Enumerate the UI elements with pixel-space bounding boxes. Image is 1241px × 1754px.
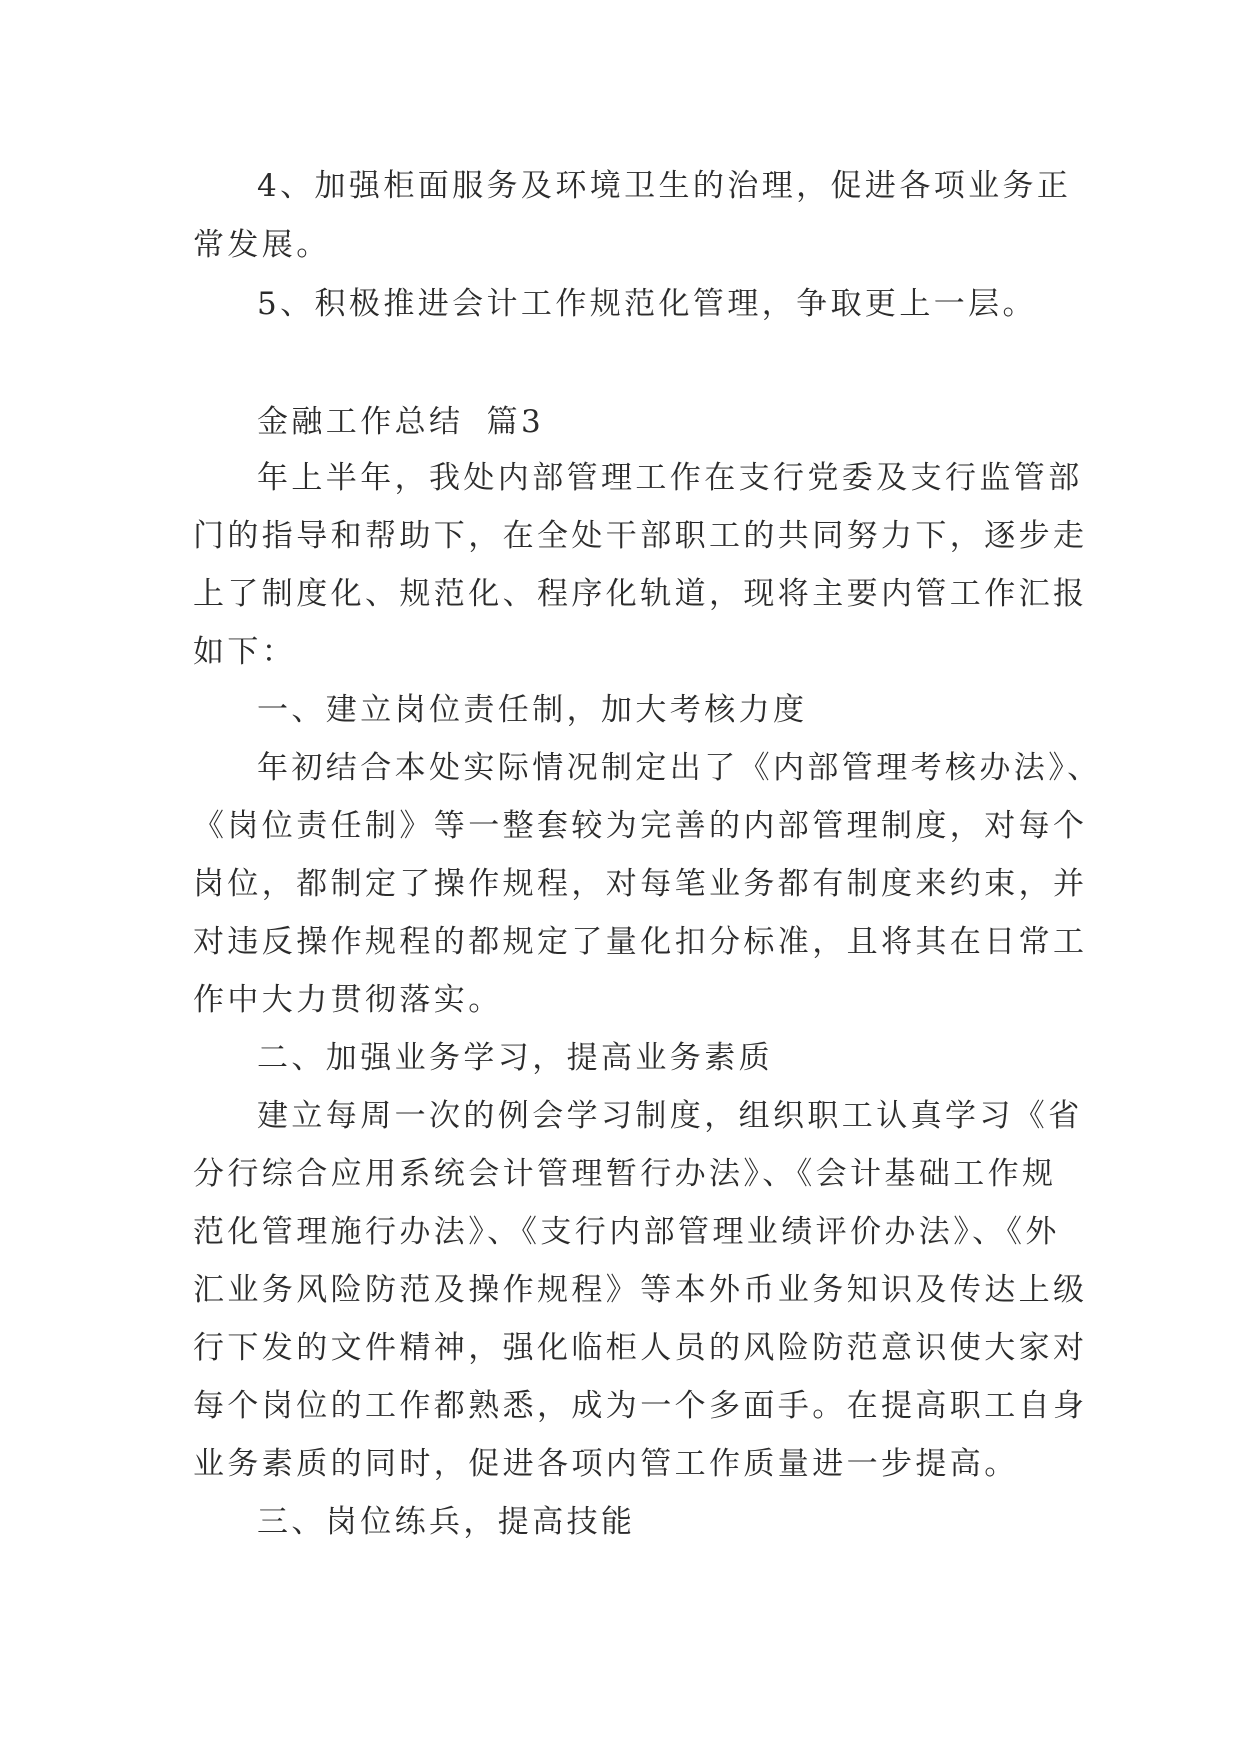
paragraph-1-line-5: 作中大力贯彻落实。 xyxy=(193,982,503,1018)
paragraph-1-line-3: 岗位，都制定了操作规程，对每笔业务都有制度来约束，并 xyxy=(193,866,1088,902)
paragraph-item-4-line-2: 常发展。 xyxy=(193,227,331,263)
paragraph-2-line-5: 行下发的文件精神，强化临柜人员的风险防范意识使大家对 xyxy=(193,1330,1088,1366)
paragraph-1-line-1: 年初结合本处实际情况制定出了《内部管理考核办法》、 xyxy=(257,750,1102,786)
paragraph-2-line-3: 范化管理施行办法》、《支行内部管理业绩评价办法》、《外 xyxy=(193,1214,1060,1250)
section-heading: 金融工作总结 篇3 xyxy=(257,404,545,440)
intro-paragraph-line-3: 上了制度化、规范化、程序化轨道，现将主要内管工作汇报 xyxy=(193,576,1088,612)
subheading-2: 二、加强业务学习，提高业务素质 xyxy=(257,1040,773,1076)
intro-paragraph-line-4: 如下： xyxy=(193,634,297,670)
subheading-1: 一、建立岗位责任制，加大考核力度 xyxy=(257,692,808,728)
paragraph-2-line-7: 业务素质的同时，促进各项内管工作质量进一步提高。 xyxy=(193,1446,1019,1482)
paragraph-item-5: 5、积极推进会计工作规范化管理，争取更上一层。 xyxy=(257,286,1037,322)
paragraph-1-line-2: 《岗位责任制》等一整套较为完善的内部管理制度，对每个 xyxy=(193,808,1088,844)
paragraph-2-line-4: 汇业务风险防范及操作规程》等本外币业务知识及传达上级 xyxy=(193,1272,1088,1308)
intro-paragraph-line-2: 门的指导和帮助下，在全处干部职工的共同努力下，逐步走 xyxy=(193,518,1088,554)
subheading-3: 三、岗位练兵，提高技能 xyxy=(257,1504,636,1540)
paragraph-2-line-1: 建立每周一次的例会学习制度，组织职工认真学习《省 xyxy=(257,1098,1083,1134)
intro-paragraph-line-1: 年上半年，我处内部管理工作在支行党委及支行监管部 xyxy=(257,460,1083,496)
paragraph-1-line-4: 对违反操作规程的都规定了量化扣分标准，且将其在日常工 xyxy=(193,924,1088,960)
paragraph-2-line-6: 每个岗位的工作都熟悉，成为一个多面手。在提高职工自身 xyxy=(193,1388,1088,1424)
paragraph-item-4-line-1: 4、加强柜面服务及环境卫生的治理，促进各项业务正 xyxy=(257,168,1072,204)
paragraph-2-line-2: 分行综合应用系统会计管理暂行办法》、《会计基础工作规 xyxy=(193,1156,1057,1192)
